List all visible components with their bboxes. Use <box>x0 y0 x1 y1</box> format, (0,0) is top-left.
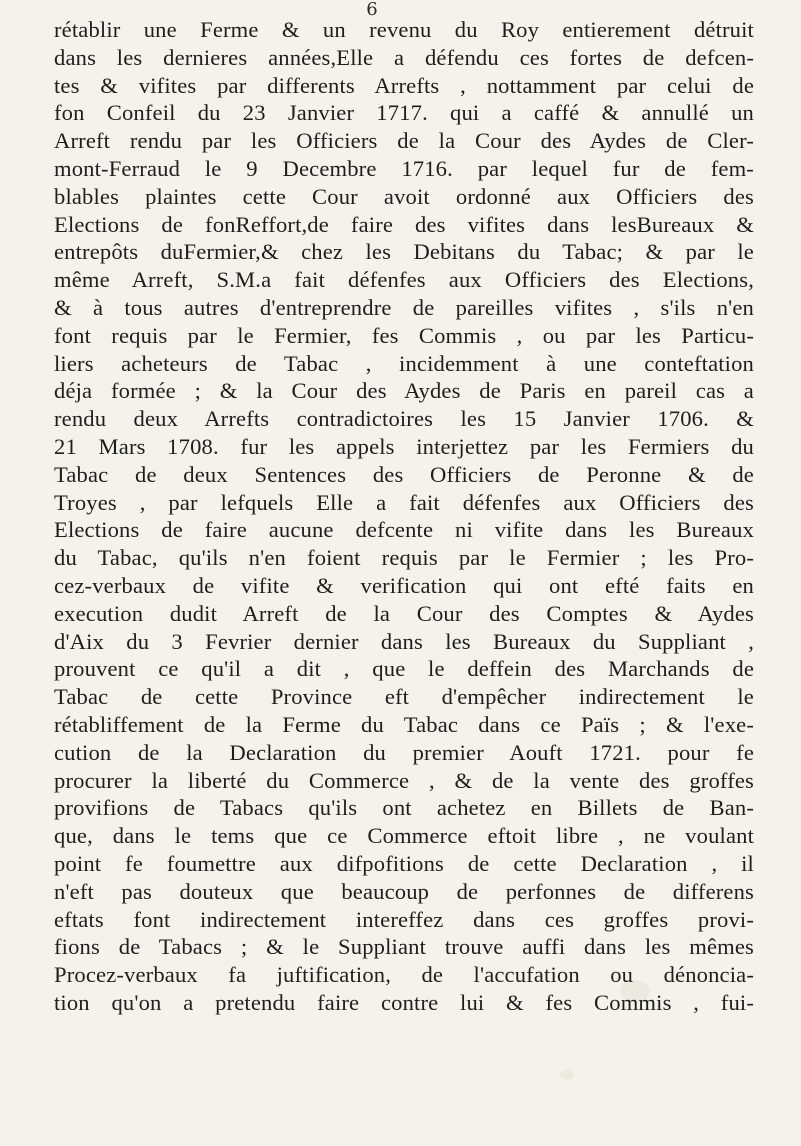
text-line: n'eft pas douteux que beaucoup de perfonnes de differens <box>54 878 754 904</box>
text-line: tes & vifites par differents Arrefts , nottamment par celui de <box>54 72 754 98</box>
text-line: liers acheteurs de Tabac , incidemment à une conteftation <box>54 350 754 376</box>
text-line: font requis par le Fermier, fes Commis , ou par les Particu- <box>54 322 754 348</box>
text-line: cez-verbaux de vifite & verification qui ont efté faits en <box>54 572 754 598</box>
text-line: Troyes , par lefquels Elle a fait défenfes aux Officiers des <box>54 489 754 515</box>
text-line: du Tabac, qu'ils n'en foient requis par le Fermier ; les Pro- <box>54 545 754 571</box>
text-line: execution dudit Arreft de la Cour des Comptes & Aydes <box>54 600 754 626</box>
text-line: provifions de Tabacs qu'ils ont achetez en Billets de Ban- <box>54 795 754 821</box>
text-line: 21 Mars 1708. fur les appels interjettez par les Fermiers du <box>54 433 754 459</box>
page-number: 6 <box>366 0 378 20</box>
text-line: eftats font indirectement intereffez dans ces groffes provi- <box>54 906 754 932</box>
text-line: rendu deux Arrefts contradictoires les 15 Janvier 1706. & <box>54 406 754 432</box>
paper-stain <box>560 1070 574 1080</box>
text-line: point fe foumettre aux difpofitions de cette Declaration , il <box>54 850 754 876</box>
text-line: blables plaintes cette Cour avoit ordonné aux Officiers des <box>54 183 754 209</box>
text-line: d'Aix du 3 Fevrier dernier dans les Bureaux du Suppliant , <box>54 628 754 654</box>
text-line: fon Confeil du 23 Janvier 1717. qui a caffé & annullé un <box>54 100 754 126</box>
text-line: entrepôts duFermier,& chez les Debitans du Tabac; & par le <box>54 239 754 265</box>
text-line: même Arreft, S.M.a fait défenfes aux Officiers des Elections, <box>54 267 754 293</box>
text-line: Elections de fonReffort,de faire des vifites dans lesBureaux & <box>54 211 754 237</box>
text-line: rétabliffement de la Ferme du Tabac dans ce Païs ; & l'exe- <box>54 711 754 737</box>
text-line: prouvent ce qu'il a dit , que le deffein des Marchands de <box>54 656 754 682</box>
text-line: tion qu'on a pretendu faire contre lui & fes Commis , fui- <box>54 989 754 1015</box>
text-line: & à tous autres d'entreprendre de pareilles vifites , s'ils n'en <box>54 294 754 320</box>
text-line: Arreft rendu par les Officiers de la Cour des Aydes de Cler- <box>54 128 754 154</box>
text-line: fions de Tabacs ; & le Suppliant trouve auffi dans les mêmes <box>54 934 754 960</box>
body-text <box>54 16 754 1017</box>
text-line: Tabac de deux Sentences des Officiers de Peronne & de <box>54 461 754 487</box>
text-line: Tabac de cette Province eft d'empêcher indirectement le <box>54 684 754 710</box>
text-line: que, dans le tems que ce Commerce eftoit libre , ne voulant <box>54 823 754 849</box>
text-line: rétablir une Ferme & un revenu du Roy entierement détruit <box>54 17 754 42</box>
text-line: déja formée ; & la Cour des Aydes de Paris en pareil cas a <box>54 378 754 404</box>
text-line: procurer la liberté du Commerce , & de la vente des groffes <box>54 767 754 793</box>
text-line: Elections de faire aucune defcente ni vifite dans les Bureaux <box>54 517 754 543</box>
text-line: dans les dernieres années,Elle a défendu ces fortes de defcen- <box>54 44 754 70</box>
text-line: cution de la Declaration du premier Aouft 1721. pour fe <box>54 739 754 765</box>
text-line: mont-Ferraud le 9 Decembre 1716. par lequel fur de fem- <box>54 155 754 181</box>
text-line: Procez-verbaux fa juftification, de l'accufation ou dénoncia- <box>54 962 754 988</box>
